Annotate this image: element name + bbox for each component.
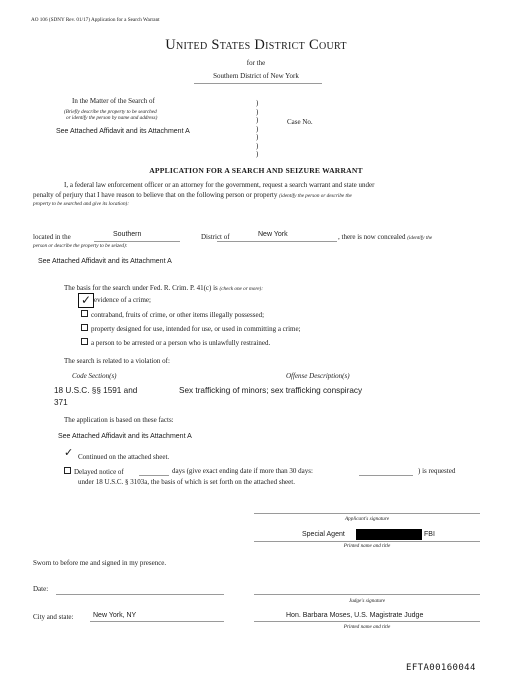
district-underline	[194, 83, 322, 84]
delayed-label: Delayed notice of	[74, 468, 124, 476]
district-value: Southern	[113, 231, 142, 238]
district-name: Southern District of New York	[213, 72, 299, 80]
redaction-block	[356, 529, 422, 540]
delayed-checkbox[interactable]	[64, 467, 71, 474]
date-label: Date:	[33, 585, 49, 593]
applicant-name: Special Agent	[302, 531, 345, 538]
basis-option-person: a person to be arrested or a person who is unlawfully restrained.	[91, 339, 271, 347]
code-section-line-1: 18 U.S.C. §§ 1591 and	[54, 386, 138, 395]
intro-line-2-hint: (identify the person or describe the	[279, 193, 352, 199]
basis-option-contraband: contraband, fruits of crime, or other items illegally possessed;	[91, 311, 265, 319]
intro-line-3-hint: property to be searched and give its location):	[33, 201, 129, 207]
applicant-signature-label: Applicant's signature	[345, 516, 389, 522]
basis-hint: (check one or more):	[219, 286, 263, 292]
judge-signature-label: Judge's signature	[348, 598, 386, 604]
facts-label: The application is based on these facts:	[64, 416, 174, 424]
state-value-line	[217, 241, 337, 242]
facts-value: See Attached Affidavit and its Attachment A	[58, 433, 192, 440]
city-state-line	[90, 621, 224, 622]
applicant-printed-label: Printed name and title	[343, 543, 391, 549]
intro-line-1: I, a federal law enforcement officer or an attorney for the government, request a search warrant and state under	[64, 181, 375, 189]
delayed-days-text: days (give exact ending date if more than 30 days:	[172, 467, 313, 475]
code-section-line-2: 371	[54, 398, 68, 407]
district-of-label: District of	[201, 233, 230, 241]
located-in-label: located in the	[33, 233, 71, 241]
delayed-line-2: under 18 U.S.C. § 3103a, the basis of which is set forth on the attached sheet.	[78, 478, 295, 486]
offense-description-header: Offense Description(s)	[286, 372, 350, 380]
evidence-checkbox[interactable]: ✓	[78, 293, 94, 308]
continued-label: Continued on the attached sheet.	[78, 453, 170, 461]
violation-label: The search is related to a violation of:	[64, 357, 170, 365]
delayed-date-line	[359, 475, 413, 476]
applicant-printed-line	[254, 541, 480, 542]
court-title: United States District Court	[165, 37, 347, 53]
property-checkbox[interactable]	[81, 324, 88, 331]
person-checkbox[interactable]	[81, 338, 88, 345]
judge-signature-line	[254, 594, 480, 595]
for-the-text: for the	[246, 59, 266, 67]
delayed-requested: ) is requested	[418, 467, 456, 475]
matter-label: In the Matter of the Search of	[72, 97, 155, 105]
intro-line-2: penalty of perjury that I have reason to believe that on the following person or property	[33, 191, 278, 199]
continued-checkmark[interactable]: ✓	[64, 447, 74, 459]
judge-printed-line	[254, 621, 480, 622]
seized-hint: person or describe the property to be seized):	[33, 243, 128, 249]
date-line	[56, 594, 224, 595]
offense-description: Sex trafficking of minors; sex trafficking conspiracy	[179, 386, 363, 395]
basis-label: The basis for the search under Fed. R. Crim. P. 41(c) is	[64, 284, 218, 292]
concealed-hint: (identify the	[407, 235, 433, 241]
describe-hint-1: (Briefly describe the property to be searched	[64, 109, 157, 115]
concealed-label: , there is now concealed	[338, 233, 406, 241]
form-id: AO 106 (SDNY Rev. 01/17) Application for a Search Warrant	[31, 17, 160, 23]
district-value-line	[94, 241, 180, 242]
document-id: EFTA00160044	[406, 663, 476, 673]
city-state-label: City and state:	[33, 613, 74, 621]
contraband-checkbox[interactable]	[81, 310, 88, 317]
code-section-header: Code Section(s)	[72, 372, 117, 380]
basis-option-property: property designed for use, intended for use, or used in committing a crime;	[91, 325, 301, 333]
case-no-label: Case No.	[287, 118, 313, 126]
judge-printed-label: Printed name and title	[343, 624, 391, 630]
delayed-days-line	[139, 475, 169, 476]
city-state-value: New York, NY	[93, 612, 137, 619]
caption-parens: ) ) ) ) ) ) )	[256, 99, 259, 158]
applicant-signature-line	[254, 513, 480, 514]
basis-option-evidence: evidence of a crime;	[94, 296, 151, 304]
describe-hint-2: or identify the person by name and address)	[66, 115, 158, 121]
state-value: New York	[258, 231, 288, 238]
caption-property: See Attached Affidavit and its Attachment A	[56, 128, 190, 135]
property-seized: See Attached Affidavit and its Attachment A	[38, 258, 172, 265]
sworn-statement: Sworn to before me and signed in my presence.	[33, 559, 167, 567]
application-heading: APPLICATION FOR A SEARCH AND SEIZURE WARRANT	[149, 166, 363, 175]
judge-name: Hon. Barbara Moses, U.S. Magistrate Judge	[286, 612, 424, 619]
applicant-agency: FBI	[424, 531, 435, 538]
